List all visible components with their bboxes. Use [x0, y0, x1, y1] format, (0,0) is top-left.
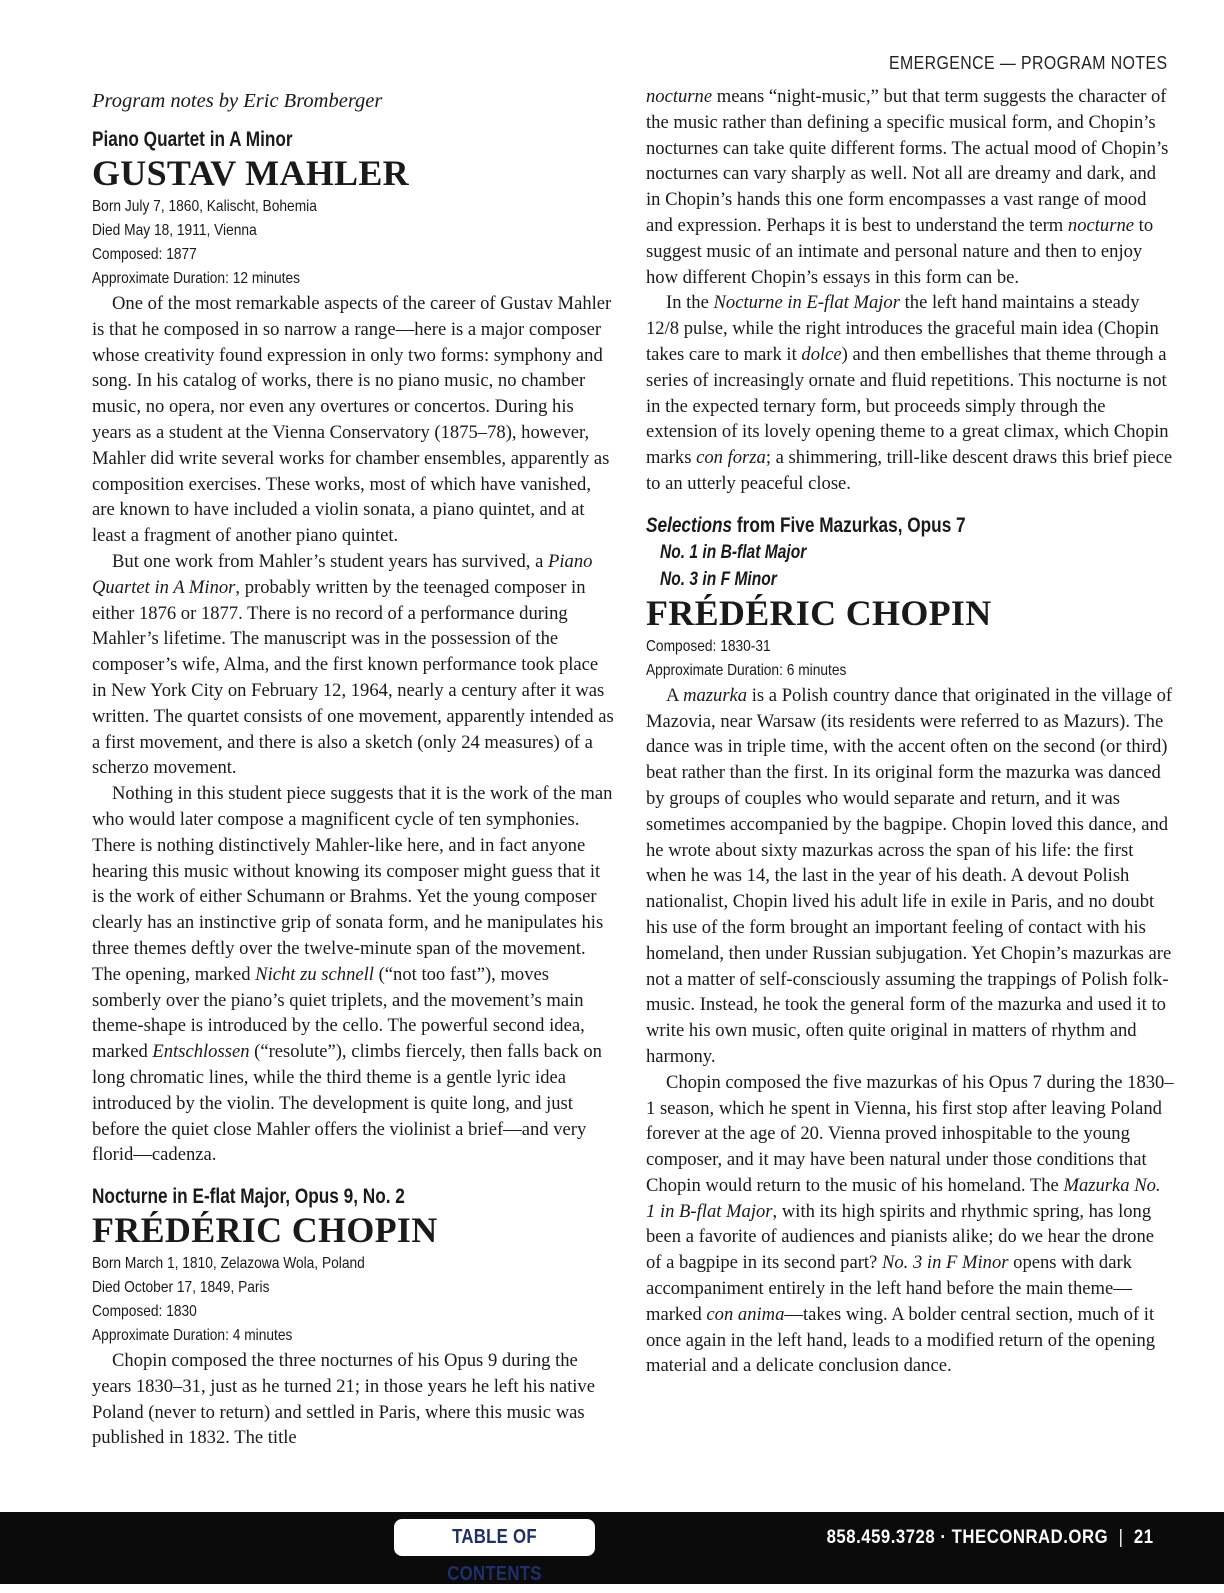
- death-info: Died May 18, 1911, Vienna: [92, 222, 257, 239]
- dot-separator: ·: [940, 1527, 947, 1548]
- table-of-contents-button[interactable]: TABLE OF CONTENTS: [394, 1519, 595, 1556]
- body-paragraph: In the Nocturne in E-flat Major the left hand maintains a steady 12/8 pulse, while the right introduces the graceful main idea (Chopin takes care to mark it dolce) and then embellishes that theme through a series of increasingly ornate and fluid repetitions. This nocturne is not in the expected ternary form, but proceeds simply through the extension of its lovely opening theme to a great climax, which Chopin marks con forza; a shimmering, trill-like descent draws this brief piece to an utterly peaceful close.: [646, 292, 1173, 494]
- work-title: Nocturne in E-flat Major, Opus 9, No. 2: [92, 1185, 405, 1209]
- work-reference: Piano Quartet in A Minor: [92, 550, 593, 598]
- body-paragraph-continued: nocturne means “night-music,” but that term suggests the character of the music rather than defining a specific musical form, and Chopin’s nocturnes can take quite different forms. The actual mood of Chopin’s nocturnes can vary sharply as well. Not all are dreamy and dark, and in Chopin’s hands this one form encompasses a vast range of mood and expression. Perhaps it is best to understand the term nocturne to suggest music of an intimate and personal nature and then to enjoy how different Chopin’s essays in this form can be.: [646, 86, 1169, 288]
- mahler-section: [92, 127, 616, 1168]
- birth-info: Born March 1, 1810, Zelazowa Wola, Poland: [92, 1255, 365, 1273]
- composed-info: Composed: 1877: [92, 246, 197, 263]
- body-paragraph: Chopin composed the five mazurkas of his Opus 7 during the 1830–1 season, which he spent in Vienna, his first stop after leaving Poland forever at the age of 20. Vienna proved inhospitable to the young composer, and it may have been natural under those conditions that Chopin would return to the music of his homeland. The Mazurka No. 1 in B-flat Major, with its high spirits and rhythmic spring, has long been a favorite of audiences and pianists alike; do we hear the drone of a bagpipe in its second part? No. 3 in F Minor opens with dark accompaniment entirely in the left hand before the main theme—marked con anima—takes wing. A bolder central section, much of it once again in the left hand, leads to a modified return of the opening material and a delicate conclusion dance.: [646, 1071, 1174, 1377]
- term: nocturne: [646, 86, 713, 107]
- footer-contact: [827, 1524, 1154, 1552]
- body-paragraph: A mazurka is a Polish country dance that originated in the village of Mazovia, near Warsaw (its residents were referred to as Mazurs). The dance was in triple time, with the accent often on the second (or third) beat rather than the first. In its original form the mazurka was danced by groups of couples who would separate and return, and it was sometimes accompanied by the bagpipe. Chopin loved this dance, and he wrote about sixty mazurkas across the span of his life: the first when he was 14, the last in the year of his death. A devout Polish nationalist, Chopin lived his adult life in exile in Paris, and no doubt his use of the form brought an important feeling of contact with his homeland, then under Russian subjugation. Yet Chopin’s mazurkas are not a matter of self-consciously assuming the trappings of Polish folk-music. Instead, he took the general form of the mazurka and used it to write his own music, often quite original in matters of rhythm and harmony.: [646, 684, 1173, 1067]
- term: nocturne: [1067, 214, 1135, 236]
- chopin-nocturne-section: [92, 1184, 616, 1451]
- term: mazurka: [683, 684, 748, 706]
- tempo-marking: Entschlossen: [152, 1041, 250, 1063]
- phone-number: 858.459.3728: [827, 1527, 936, 1548]
- composer-name: GUSTAV MAHLER: [92, 153, 409, 193]
- website-link[interactable]: THECONRAD.ORG: [952, 1527, 1109, 1548]
- work-title: Selections from Five Mazurkas, Opus 7: [646, 513, 966, 537]
- divider: |: [1118, 1527, 1124, 1548]
- work-title: Piano Quartet in A Minor: [92, 128, 293, 151]
- composer-name: FRÉDÉRIC CHOPIN: [646, 592, 992, 633]
- tempo-marking: dolce: [801, 343, 842, 365]
- body-paragraph: But one work from Mahler’s student years has survived, a Piano Quartet in A Minor, probably written by the teenaged composer in either 1876 or 1877. There is no record of a performance during Mahler’s lifetime. The manuscript was in the possession of the composer’s wife, Alma, and the first known performance took place in New York City on February 12, 1964, nearly a century after it was written. The quartet consists of one movement, apparently intended as a first movement, and there is also a sketch (only 24 measures) of a scherzo movement.: [92, 550, 614, 779]
- body-paragraph: One of the most remarkable aspects of the career of Gustav Mahler is that he composed in so narrow a range—here is a major composer whose creativity found expression in only two forms: symphony and song. In his catalog of works, there is no piano music, no chamber music, no opera, nor even any overtures or concertos. During his years as a student at the Vienna Conservatory (1875–78), however, Mahler did write several works for chamber ensembles, apparently as composition exercises. These works, most of which have vanished, are known to have included a violin sonata, a piano quintet, and at least a fragment of another piano quintet.: [92, 293, 612, 547]
- work-reference: No. 3 in F Minor: [881, 1252, 1009, 1274]
- duration-info: Approximate Duration: 12 minutes: [92, 270, 301, 287]
- byline: Program notes by Eric Bromberger: [92, 90, 383, 112]
- tempo-marking: Nicht zu schnell: [255, 963, 374, 985]
- birth-info: Born July 7, 1860, Kalischt, Bohemia: [92, 198, 317, 215]
- death-info: Died October 17, 1849, Paris: [92, 1279, 270, 1297]
- tempo-marking: con forza: [696, 447, 766, 469]
- tempo-marking: con anima: [706, 1303, 785, 1325]
- duration-info: Approximate Duration: 4 minutes: [92, 1327, 293, 1345]
- work-reference: Nocturne in E-flat Major: [713, 292, 900, 314]
- duration-info: Approximate Duration: 6 minutes: [646, 661, 847, 679]
- work-subtitle: No. 3 in F Minor: [660, 568, 777, 590]
- work-subtitle: No. 1 in B-flat Major: [660, 541, 807, 563]
- work-reference: Mazurka No. 1 in B-flat Major: [646, 1174, 1161, 1222]
- left-column: [92, 84, 616, 1451]
- running-header: EMERGENCE — PROGRAM NOTES: [889, 53, 1168, 73]
- body-paragraph: Nothing in this student piece suggests that it is the work of the man who would later compose a magnificent cycle of ten symphonies. There is nothing distinctively Mahler-like here, and in fact anyone hearing this music without knowing its composer might guess that it is the work of either Schumann or Brahms. Yet the young composer clearly has an instinctive grip of sonata form, and he manipulates his three themes deftly over the twelve-minute span of the movement. The opening, marked Nicht zu schnell (“not too fast”), moves somberly over the piano’s quiet triplets, and the movement’s main theme-shape is introduced by the cello. The powerful second idea, marked Entschlossen (“resolute”), climbs fiercely, then falls back on long chromatic lines, while the third theme is a gentle lyric idea introduced by the violin. The development is quite long, and just before the quiet close Mahler offers the violinist a brief—and very florid—cadenza.: [92, 783, 613, 1166]
- chopin-mazurkas-section: [646, 513, 1174, 1380]
- page-number: 21: [1134, 1527, 1154, 1548]
- right-column: [646, 84, 1174, 1379]
- composed-info: Composed: 1830-31: [646, 637, 771, 655]
- composed-info: Composed: 1830: [92, 1303, 197, 1321]
- composer-name: FRÉDÉRIC CHOPIN: [92, 1210, 438, 1251]
- body-paragraph-start: Chopin composed the three nocturnes of his Opus 9 during the years 1830–31, just as he turned 21; in those years he left his native Poland (never to return) and settled in Paris, where this music was published in 1832. The title: [92, 1350, 595, 1449]
